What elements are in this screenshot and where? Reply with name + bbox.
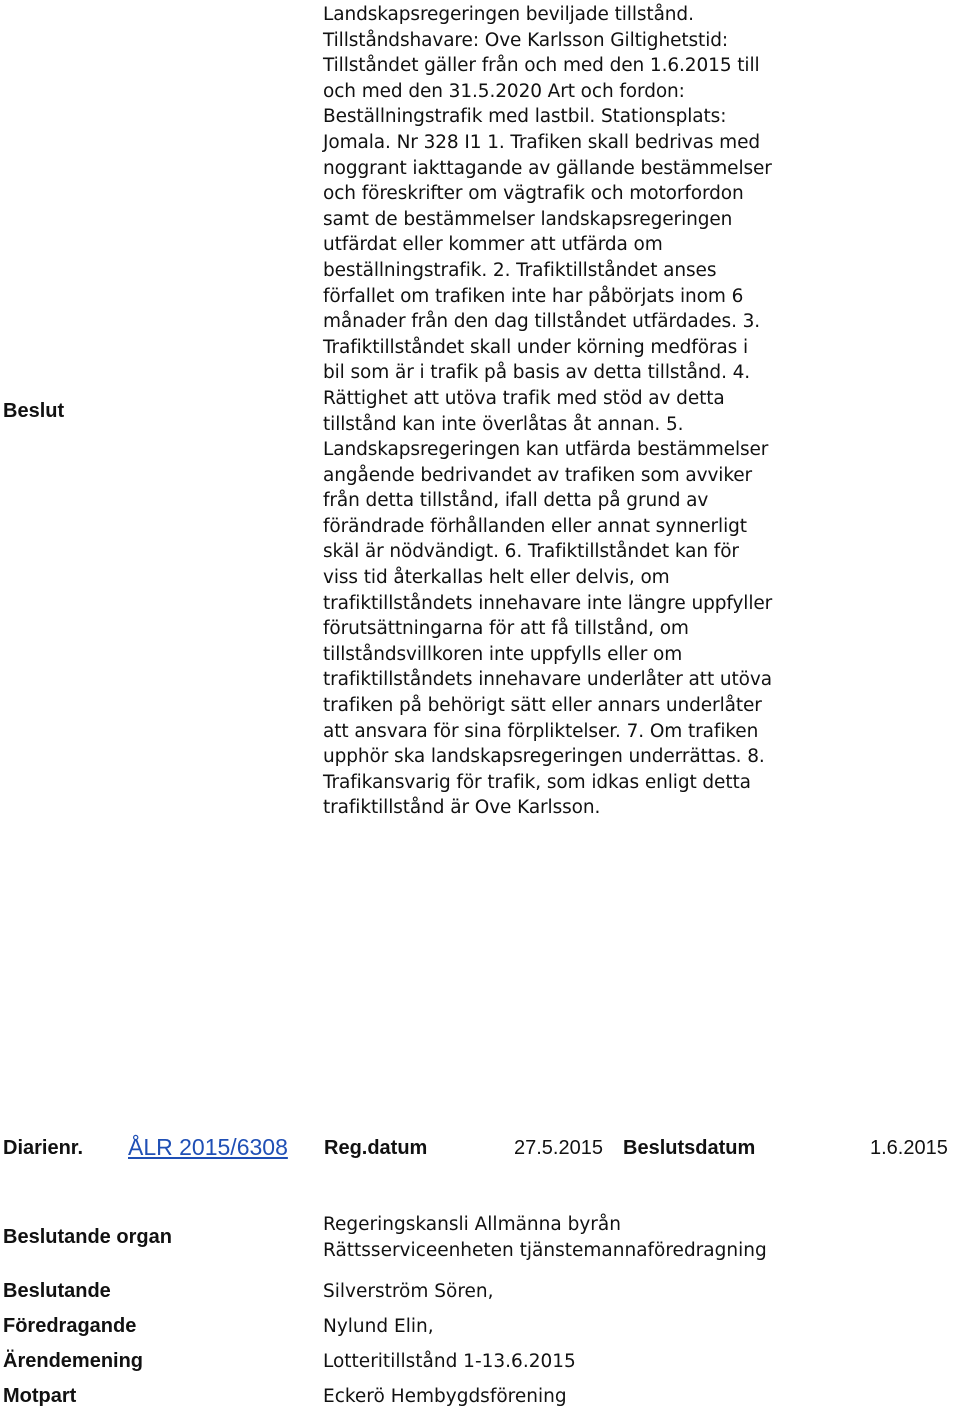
beslutande-organ-label: Beslutande organ bbox=[3, 1226, 172, 1248]
beslut-line: beställningstrafik. 2. Trafiktillståndet anses bbox=[323, 259, 717, 281]
beslut-line: bil som är i trafik på basis av detta tillstånd. 4. bbox=[323, 362, 751, 384]
beslut-line: upphör ska landskapsregeringen underrättas. 8. bbox=[323, 746, 765, 768]
beslut-line: Beställningstrafik med lastbil. Stationsplats: bbox=[323, 106, 727, 128]
beslut-line: Trafiktillståndet skall under körning medföras i bbox=[323, 336, 749, 358]
foredragande-label: Föredragande bbox=[3, 1315, 137, 1337]
beslut-line: att ansvara för sina förpliktelser. 7. Om trafiken bbox=[323, 720, 759, 742]
beslutsdatum-value: 1.6.2015 bbox=[870, 1137, 948, 1159]
beslut-line: Rättighet att utöva trafik med stöd av detta bbox=[323, 387, 725, 409]
motpart-label: Motpart bbox=[3, 1385, 77, 1407]
beslut-line: trafiktillståndets innehavare underlåter att utöva bbox=[323, 669, 772, 691]
beslut-line: Landskapsregeringen beviljade tillstånd. bbox=[323, 4, 694, 25]
diarienr-link[interactable]: ÅLR 2015/6308 bbox=[128, 1134, 288, 1160]
foredragande-value: Nylund Elin, bbox=[323, 1316, 434, 1337]
arendemening-value: Lotteritillstånd 1-13.6.2015 bbox=[323, 1351, 576, 1372]
beslut-line: Jomala. Nr 328 I1 1. Trafiken skall bedrivas med bbox=[323, 131, 761, 153]
beslut-line: viss tid återkallas helt eller delvis, om bbox=[323, 567, 670, 589]
beslut-line: Tillståndshavare: Ove Karlsson Giltighetstid: bbox=[323, 29, 729, 51]
beslutande-organ-line1: Regeringskansli Allmänna byrån bbox=[323, 1214, 621, 1235]
beslut-line: trafiktillståndets innehavare inte längre uppfyller bbox=[323, 592, 773, 614]
beslut-line: förfallet om trafiken inte har påbörjats inom 6 bbox=[323, 285, 744, 307]
motpart-value: Eckerö Hembygdsförening bbox=[323, 1386, 567, 1407]
beslut-line: förutsättningarna för att få tillstånd, om bbox=[323, 618, 689, 640]
beslut-line: samt de bestämmelser landskapsregeringen bbox=[323, 208, 733, 230]
beslut-line: månader från den dag tillståndet utfärdades. 3. bbox=[323, 311, 761, 333]
beslut-line: och med den 31.5.2020 Art och fordon: bbox=[323, 80, 685, 102]
beslut-text bbox=[323, 2, 955, 821]
beslut-line: utfärdat eller kommer att utfärda om bbox=[323, 234, 663, 256]
regdatum-label: Reg.datum bbox=[324, 1137, 428, 1159]
beslut-line: Trafikansvarig för trafik, som idkas enligt detta bbox=[323, 771, 751, 793]
beslut-line: trafiktillstånd är Ove Karlsson. bbox=[323, 797, 601, 819]
diarienr-label: Diarienr. bbox=[3, 1137, 84, 1159]
beslut-line: Tillståndet gäller från och med den 1.6.2015 till bbox=[323, 55, 760, 77]
beslutande-value: Silverström Sören, bbox=[323, 1281, 494, 1302]
beslut-line: förändrade förhållanden eller annat synnerligt bbox=[323, 515, 747, 537]
beslutande-label: Beslutande bbox=[3, 1280, 111, 1302]
beslut-label: Beslut bbox=[3, 400, 65, 422]
regdatum-value: 27.5.2015 bbox=[514, 1137, 603, 1159]
beslut-line: noggrant iakttagande av gällande bestämmelser bbox=[323, 157, 772, 179]
beslut-line: tillståndsvillkoren inte uppfylls eller om bbox=[323, 643, 683, 665]
beslut-line: från detta tillstånd, ifall detta på grund av bbox=[323, 490, 709, 512]
beslutsdatum-label: Beslutsdatum bbox=[623, 1137, 756, 1159]
beslut-line: Landskapsregeringen kan utfärda bestämmelser bbox=[323, 439, 769, 461]
beslut-line: angående bedrivandet av trafiken som avviker bbox=[323, 464, 753, 486]
beslutande-organ-line2: Rättsserviceenheten tjänstemannaföredragning bbox=[323, 1240, 767, 1261]
beslut-line: tillstånd kan inte överlåtas åt annan. 5. bbox=[323, 413, 684, 435]
arendemening-label: Ärendemening bbox=[3, 1350, 144, 1372]
beslut-line: trafiken på behörigt sätt eller annars underlåter bbox=[323, 695, 762, 717]
beslut-line: och föreskrifter om vägtrafik och motorfordon bbox=[323, 183, 744, 205]
beslut-line: skäl är nödvändigt. 6. Trafiktillståndet kan för bbox=[323, 541, 739, 563]
